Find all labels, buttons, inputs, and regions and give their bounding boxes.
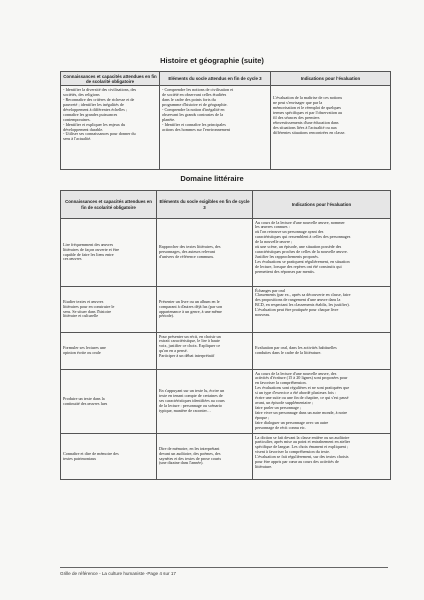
table-cell [157, 287, 253, 333]
cell-text-line: L'évaluation se fait régulièrement, sur des textes choisis [255, 454, 349, 460]
cell-text-line: Connaître et dire de mémoire des [63, 450, 119, 456]
cell-text-line: activités d'écriture (15 à 20 lignes) sont proposées pour [255, 375, 348, 381]
cell-text-line: personnage de récit connu etc. [255, 424, 306, 430]
cell-text-line: ces œuvres [63, 256, 82, 262]
table-row [61, 219, 391, 287]
cell-text-line: faire parler un personnage ; [255, 405, 302, 411]
cell-text-line: de la nouvelle œuvre ; [255, 239, 293, 245]
cell-text-line: d'univers de référence communs. [159, 253, 215, 259]
cell-text-line: époque ; [255, 415, 270, 421]
table-cell [253, 370, 391, 434]
cell-text-line: personnages, des auteurs relevant [159, 249, 216, 255]
table-cell [61, 219, 157, 287]
cell-text-line: Evaluation par oral, dans les activités habituelles [255, 345, 337, 351]
table-cell [157, 434, 253, 480]
cell-text-line: Présenter un livre ou un album en le [159, 298, 220, 304]
cell-text-line: - Identifier et expliquer les enjeux du [63, 121, 126, 127]
table-row [61, 287, 391, 333]
cell-text-line: Les évaluations se pratiquent régulièrement, en situation [255, 259, 350, 265]
table-cell [253, 333, 391, 370]
column-header: Connaissances et capacités attendues en fin de scolarité obligatoire [61, 191, 157, 219]
cell-text-line: - Comprendre la notion d'inégalité en [162, 106, 225, 112]
table-header-row [61, 72, 391, 86]
cell-text-line: Au cours de la lecture d'une nouvelle œuvre, des [255, 370, 337, 376]
cell-text-line: caractéristiques qui ressemblent à celles des personnages [255, 234, 351, 240]
cell-text-line: ses caractéristiques identifiées au cours [159, 398, 225, 404]
cell-text-line: littéraires pour en construire le [63, 303, 115, 309]
table-cell [157, 219, 253, 287]
cell-text-line: période). [159, 313, 174, 319]
cell-text-line: écrire une suite ou une fin de chapitre, ce qui s'est passé [255, 395, 349, 401]
table-cell [61, 370, 157, 434]
cell-text-line: termes spécifiques et par l'observation au [273, 110, 343, 116]
cell-text-line: réinvestissements d'une éducation dans [273, 120, 339, 126]
table-cell [160, 86, 271, 170]
cell-text-line: actions des hommes sur l'environnement [162, 126, 230, 132]
cell-text-line: développement durable. [63, 126, 104, 132]
litteraire-table [60, 190, 391, 480]
cell-text-line: Formuler ses lectures une [63, 345, 106, 351]
table-cell [271, 86, 391, 170]
section-title-histoire: Histoire et géographie (suite) [160, 56, 264, 65]
histoire-geo-table [60, 71, 391, 170]
cell-text-line: faire vivre un personnage dans un autre monde, à notre [255, 410, 348, 416]
cell-text-line: pour être appris par cœur au cours des activités de [255, 459, 339, 465]
cell-text-line: extrait caractéristique, le lire à haute [159, 338, 220, 344]
cell-text-line: mémorisation et le réemploi de quelques [273, 105, 342, 111]
cell-text-line: - Identifier la diversité des civilisations, des [63, 86, 137, 92]
cell-text-line: connaître les grandes puissances [63, 111, 118, 117]
cell-text-line: de société en observant celles étudiées [162, 91, 227, 97]
table-cell [61, 86, 160, 170]
table-cell [61, 287, 157, 333]
cell-text-line: dans le cadre des points forts du [162, 96, 216, 102]
cell-text-line: conduites dans le cadre de la littérature. [255, 350, 322, 355]
cell-text-line: permettent des réponses par mentis. [255, 269, 315, 275]
cell-text-line: Au cours de la lecture d'une nouvelle œuvre, nommer [255, 219, 345, 225]
cell-text-line: différentes situations rencontrées en classe. [273, 130, 346, 136]
cell-text-line: La diction se fait devant la classe entière ou un auditoire [255, 434, 350, 440]
cell-text-line: Classements (par ex., après sa découverte en classe, faire [255, 292, 351, 298]
cell-text-line: programme d'histoire et de géographie. [162, 101, 228, 107]
cell-text-line: - Identifier et connaître les principales [162, 121, 226, 127]
section-title-litteraire: Domaine littéraire [180, 174, 244, 183]
cell-text-line: Les évaluations sont régulières et ne sont pratiquées que [255, 385, 350, 391]
cell-text-line: - Utiliser ses connaissances pour donner du [63, 131, 136, 137]
page-footer: Grille de référence - La culture humaniste -Page 4 sur 17 [60, 571, 176, 576]
cell-text-line: littéraire et culturelle [63, 313, 99, 319]
cell-text-line: texte en tenant compte de certaines de [159, 393, 223, 399]
cell-text-line: pauvreté ; identifier les inégalités de [63, 101, 124, 107]
table-cell [61, 333, 157, 370]
cell-text-line: comparant à d'autres déjà lus (par son [159, 303, 223, 309]
cell-text-line: caractéristiques proches de celles de la nouvelle œuvre. [255, 249, 348, 255]
table-cell [157, 370, 253, 434]
cell-text-line: L'évaluation peut être pratiquée pour chaque livre [255, 307, 339, 313]
cell-text-line: typique, manière de raconter… [159, 407, 212, 413]
footer-divider [60, 567, 388, 568]
cell-text-line: planète. [162, 116, 176, 122]
table-cell [253, 219, 391, 287]
cell-text-line: Produire un texte dans la [63, 395, 105, 401]
cell-text-line: de la lecture : personnage ou scénario [159, 402, 223, 408]
table-cell [61, 434, 157, 480]
table-row [61, 370, 391, 434]
cell-text-line: En s'appuyant sur un texte lu, écrire un [159, 388, 225, 394]
cell-text-line: visent à favoriser la compréhension du texte. [255, 449, 331, 455]
cell-text-line: de lecture, lorsque des repères ont été construits qui [255, 264, 342, 270]
cell-text-line: Lire fréquemment des œuvres [63, 241, 114, 247]
cell-text-line: fil des séances des premiers [273, 115, 320, 121]
cell-text-line: devant un auditoire, des poèmes, des [159, 450, 221, 456]
cell-text-line: sens. Se situer dans l'histoire [63, 308, 112, 314]
cell-text-line: Etudier textes et œuvres [63, 298, 104, 304]
cell-text-line: littéraires de façon ouverte et être [63, 246, 120, 252]
cell-text-line: avant, un épisode supplémentaire ; [255, 400, 314, 406]
column-header: Eléments du socle exigibles en fin de cycle 3 [157, 191, 253, 219]
cell-text-line: continuité des œuvres lues [63, 400, 108, 406]
cell-text-line: capable de faire les liens entre [63, 251, 114, 257]
cell-text-line: où l'on retrouve un personnage ayant des [255, 229, 324, 235]
cell-text-line: - Comprendre les notions de civilisation et [162, 86, 234, 92]
table-cell [157, 333, 253, 370]
cell-text-line: littérature. [255, 464, 273, 470]
cell-text-line: Échanges par oral [255, 287, 285, 293]
table-row [61, 86, 391, 170]
cell-text-line: observant les grands contrastes de la [162, 111, 224, 117]
cell-text-line: contemporaines. [63, 116, 91, 122]
cell-text-line: L'évaluation de la maîtrise de ces notions [273, 95, 343, 101]
cell-text-line: en favoriser la compréhension. [255, 380, 307, 386]
cell-text-line: - Reconnaître des critères de richesse et de [63, 96, 135, 102]
column-header: Eléments du socle attendus en fin de cycle 3 [160, 72, 271, 86]
column-header: Indications pour l'évaluation [271, 72, 391, 86]
cell-text-line: (une dizaine dans l'année). [159, 460, 204, 466]
column-header: Connaissances et capacités attendues en fin de scolarité obligatoire [61, 72, 160, 86]
cell-text-line: des situations liées à l'actualité ou aux [273, 125, 337, 131]
cell-text-line: sens à l'actualité. [63, 136, 92, 142]
cell-text-line: les œuvres connues : [255, 224, 290, 230]
cell-text-line: qu'on en a pensé. [159, 348, 188, 354]
table-cell [253, 434, 391, 480]
table-header-row [61, 191, 391, 219]
cell-text-line: Dire de mémoire, en les interprétant [159, 445, 220, 451]
cell-text-line: faire dialoguer un personnage avec un autre [255, 420, 329, 426]
cell-text-line: Participer à un débat interprétatif [159, 353, 215, 359]
cell-text-line: particulier, après mise au point et entraînement en atelier [255, 439, 351, 445]
cell-text-line: des propositions de rangement d'une œuvre dans la [255, 297, 341, 303]
cell-text-line: développement à différentes échelles ; [63, 106, 128, 112]
cell-text-line: ne peut s'envisager que par la [273, 100, 323, 106]
table-row [61, 434, 391, 480]
cell-text-line: Rapprocher des textes littéraires, des [159, 244, 221, 250]
column-header: Indications pour l'évaluation [253, 191, 391, 219]
cell-text-line: Justifier les rapprochements proposés. [255, 254, 319, 260]
cell-text-line: saynètes et des textes de prose courts [159, 455, 222, 461]
cell-text-line: Pour présenter un récit, en choisir un [159, 333, 221, 339]
cell-text-line: nouveau. [255, 312, 271, 318]
cell-text-line: où une scène, un épisode, une situation possède des [255, 244, 342, 250]
cell-text-line: sociétés, des religions [63, 91, 100, 97]
cell-text-line: BCD, en respectant les classements établis, les justifier). [255, 302, 350, 308]
cell-text-line: opinion écrite ou orale [63, 350, 101, 355]
table-row [61, 333, 391, 370]
table-cell [253, 287, 391, 333]
cell-text-line: si un type d'exercice a été abordé plusieurs fois : [255, 390, 337, 396]
cell-text-line: voix, justifier ce choix. Expliquer ce [159, 343, 221, 349]
cell-text-line: spécifique de langue. Les choix émanent et expliquent ; [255, 444, 349, 450]
cell-text-line: textes patrimoniaux [63, 455, 97, 461]
cell-text-line: appartenance à un genre, à une même [159, 308, 222, 314]
